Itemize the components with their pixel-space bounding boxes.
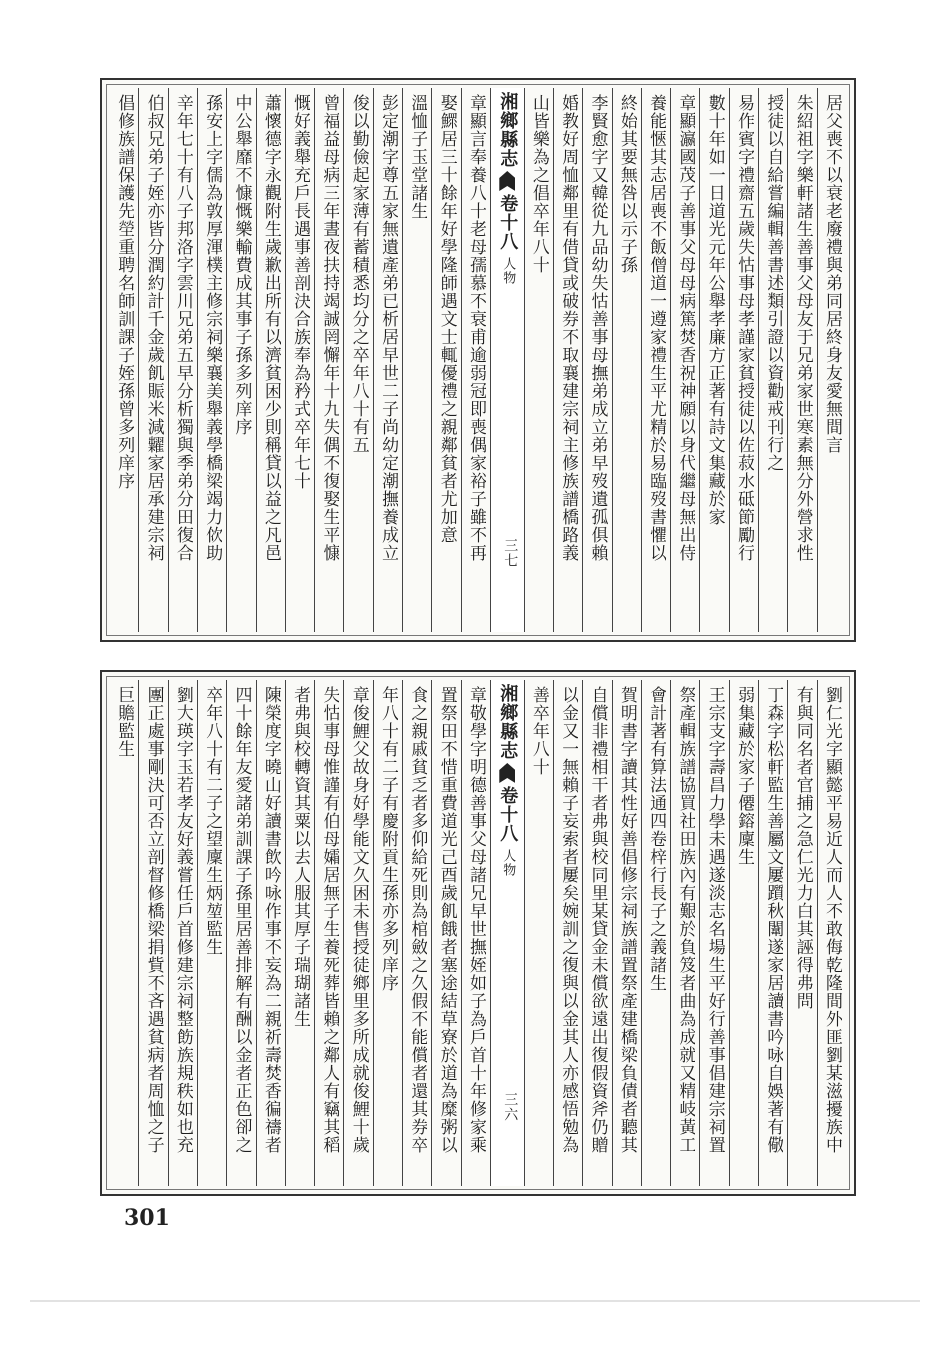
column-text: 伯叔兄弟子姪亦皆分潤約計千金歲飢賑米減糶家居承建宗祠 [143, 94, 164, 562]
text-column [197, 88, 226, 632]
bottom-text-columns [110, 680, 846, 1186]
text-column [553, 88, 582, 632]
text-column [343, 88, 372, 632]
text-column [373, 680, 402, 1186]
text-column [729, 88, 758, 632]
scan-edge-rule [30, 1300, 920, 1302]
column-text: 俊以勤儉起家薄有蓄積悉均分之卒年八十有五 [348, 94, 369, 454]
text-column [110, 680, 138, 1186]
column-text: 王宗支字壽昌力學未遇遂淡志名場生平好行善事倡建宗祠置 [704, 686, 725, 1154]
column-text: 蕭懷德字永觀附生歲歉出所有以濟貧困少則稱貸以益之凡邑 [260, 94, 281, 562]
column-text: 丁森字松軒監生善屬文屢躓秋闈遂家居讀書吟咏自娛著有儆 [763, 686, 784, 1154]
text-column [314, 88, 343, 632]
text-column [314, 680, 343, 1186]
column-text: 孫安上字儒為敦厚渾樸主修宗祠樂襄美舉義學橋梁竭力佽助 [202, 94, 223, 562]
column-text: 李賢愈字又韓從九品幼失怙善事母撫弟成立弟早歿遺孤俱賴 [587, 94, 608, 562]
text-column [612, 88, 641, 632]
banner-volume: 卷十八 [497, 786, 519, 843]
column-text: 授徒以自給嘗編輯善書述類引證以資勸戒刊行之 [763, 94, 784, 472]
bottom-page-panel [100, 670, 856, 1196]
text-column [817, 680, 846, 1186]
column-text: 溫恤子玉堂諸生 [407, 94, 428, 220]
column-text: 養能愜其志居喪不飯僧道一遵家禮生平尤精於易臨歿書懼以 [646, 94, 667, 562]
text-column [758, 680, 787, 1186]
text-column [729, 680, 758, 1186]
fish-tail-mark-icon [499, 763, 515, 783]
text-column [138, 88, 167, 632]
column-text: 團正處事剛決可否立剖督修橋梁捐貲不吝遇貧病者周恤之子 [143, 686, 164, 1154]
text-column [373, 88, 402, 632]
text-column [758, 88, 787, 632]
column-text: 劉仁光字顯懿平易近人而人不敢侮乾隆間外匪劉某滋擾族中 [822, 686, 843, 1154]
text-column [582, 88, 611, 632]
column-text: 陳榮度字曉山好讀書飲吟咏作事不妄為二親祈壽焚香徧禱者 [260, 686, 281, 1154]
column-text: 以金又一無賴子妄索者屢矣婉訓之復與以金其人亦感悟勉為 [558, 686, 579, 1154]
banner-inner [494, 88, 520, 632]
page-banner [490, 88, 524, 632]
page-banner [490, 680, 524, 1186]
text-column [641, 88, 670, 632]
text-column [402, 680, 431, 1186]
column-text: 賀明書字讀其性好善倡修宗祠族譜置祭產建橋梁負債者聽其 [616, 686, 637, 1154]
text-column [817, 88, 846, 632]
banner-volume: 卷十八 [497, 194, 519, 251]
column-text: 慨好義舉充戶長遇事善剖決合族奉為矜式卒年七十 [290, 94, 311, 490]
text-column [612, 680, 641, 1186]
text-column [285, 88, 314, 632]
column-text: 朱紹祖字樂軒諸生善事父母友于兄弟家世寒素無分外營求性 [792, 94, 813, 562]
banner-title: 湘鄉縣志 [497, 684, 519, 760]
text-column [553, 680, 582, 1186]
column-text: 卒年八十有二子之望廩生炳堃監生 [202, 686, 223, 956]
column-text: 劉大瑛字玉若孝友好義嘗任戶首修建宗祠整飭族規秩如也充 [172, 686, 193, 1154]
column-text: 章顯瀛國茂子善事父母母病篤焚香祝神願以身代繼母無出侍 [675, 94, 696, 562]
banner-inner [494, 680, 520, 1186]
text-column [699, 88, 728, 632]
column-text: 會計著有算法通四卷梓行長子之義諸生 [646, 686, 667, 992]
column-text: 自償非禮相干者弗與校同里某貸金未償欲遠出復假資斧仍贈 [587, 686, 608, 1154]
text-column [461, 88, 490, 632]
text-column [524, 88, 553, 632]
top-page-panel [100, 78, 856, 642]
text-column [787, 88, 816, 632]
text-column [256, 680, 285, 1186]
column-text: 巨贍監生 [114, 686, 135, 758]
column-text: 彭定潮字尊五家無遺產弟已析居早世二子尚幼定潮撫養成立 [378, 94, 399, 562]
column-text: 易作賓字禮齋五歲失怙事母孝謹家貧授徒以佐菽水砥節勵行 [734, 94, 755, 562]
column-text: 有與同名者官捕之急仁光力白其誣得弗問 [792, 686, 813, 1010]
column-text: 婚教好周恤鄰里有借貸或破券不取襄建宗祠主修族譜橋路義 [558, 94, 579, 562]
column-text: 居父喪不以衰老廢禮與弟同居終身友愛無間言 [822, 94, 843, 454]
text-column [670, 88, 699, 632]
text-column [168, 88, 197, 632]
column-text: 置祭田不惜重費道光己酉歲飢餓者塞途結草寮於道為糜粥以 [436, 686, 457, 1154]
text-column [461, 680, 490, 1186]
banner-page-number: 三六 [502, 1092, 519, 1122]
text-column [226, 680, 255, 1186]
column-text: 章顯言奉養八十老母孺慕不衰甫逾弱冠即喪偶家裕子雖不再 [466, 94, 487, 562]
column-text: 善卒年八十 [528, 686, 549, 776]
text-column [431, 88, 460, 632]
banner-title: 湘鄉縣志 [497, 92, 519, 168]
banner-section: 人物 [500, 849, 516, 877]
column-text: 者弗與校轉資其粟以去人服其厚子瑞瑚諸生 [290, 686, 311, 1028]
text-column [431, 680, 460, 1186]
column-text: 食之親戚貧乏者多仰給死則為棺斂之久假不能償者還其券卒 [407, 686, 428, 1154]
column-text: 章俊鯉父故身好學能文久困未售授徒鄉里多所成就俊鯉十歲 [348, 686, 369, 1154]
column-text: 年八十有二子有慶附貢生孫亦多列庠序 [378, 686, 399, 992]
page-number: 301 [124, 1205, 170, 1231]
column-text: 曾福益母病三年晝夜扶持竭誠罔懈年十九失偶不復娶生平慷 [319, 94, 340, 562]
column-text: 中公舉靡不慷慨樂輸費成其事子孫多列庠序 [231, 94, 252, 436]
top-text-columns [110, 88, 846, 632]
text-column [110, 88, 138, 632]
text-column [670, 680, 699, 1186]
fish-tail-mark-icon [499, 171, 515, 191]
text-column [787, 680, 816, 1186]
column-text: 章敬學字明德善事父母諸兄早世撫姪如子為戶首十年修家乘 [466, 686, 487, 1154]
text-column [582, 680, 611, 1186]
column-text: 祭產輯族譜協買社田族內有艱於負笈者曲為成就又精岐黃工 [675, 686, 696, 1154]
text-column [699, 680, 728, 1186]
text-column [402, 88, 431, 632]
column-text: 終始其要無咎以示子孫 [616, 94, 637, 274]
text-column [197, 680, 226, 1186]
text-column [524, 680, 553, 1186]
column-text: 失怙事母惟謹有伯母孀居無子生養死葬皆賴之鄰人有竊其稻 [319, 686, 340, 1154]
text-column [138, 680, 167, 1186]
column-text: 辛年七十有八子邦洛字雲川兄弟五早分析獨與季弟分田復合 [172, 94, 193, 562]
text-column [343, 680, 372, 1186]
banner-section: 人物 [500, 257, 516, 285]
text-column [285, 680, 314, 1186]
text-column [256, 88, 285, 632]
text-column [168, 680, 197, 1186]
column-text: 山皆樂為之倡卒年八十 [528, 94, 549, 274]
column-text: 倡修族譜保護先塋重聘名師訓課子姪孫曾多列庠序 [114, 94, 135, 490]
banner-page-number: 三七 [502, 538, 519, 568]
column-text: 娶鰥居三十餘年好學隆師遇文士輒優禮之親鄰貧者尤加意 [436, 94, 457, 544]
text-column [641, 680, 670, 1186]
text-column [226, 88, 255, 632]
column-text: 弱集藏於家子僊鎔廩生 [734, 686, 755, 866]
column-text: 數十年如一日道光元年公舉孝廉方正著有詩文集藏於家 [704, 94, 725, 526]
column-text: 四十餘年友愛諸弟訓課子孫里居善排解有酬以金者正色卻之 [231, 686, 252, 1154]
